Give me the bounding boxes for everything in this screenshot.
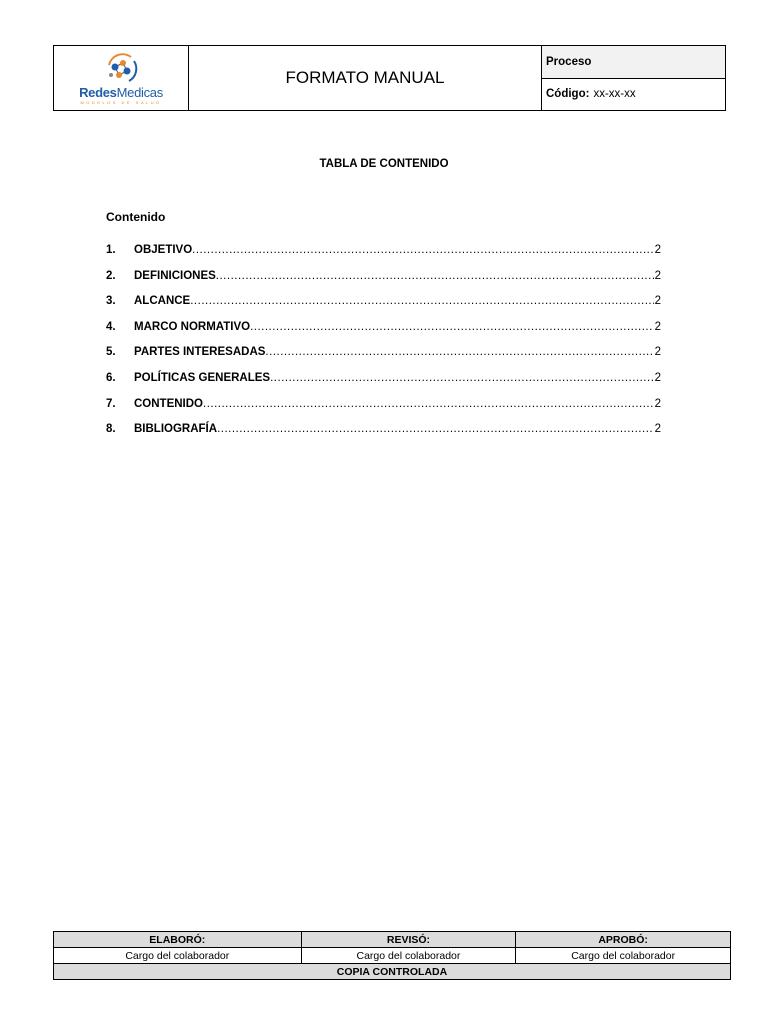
logo xyxy=(54,46,189,110)
elaborated-header: ELABORÓ: xyxy=(54,932,302,948)
toc-leader xyxy=(216,270,654,282)
toc-entry-number: 2. xyxy=(106,269,116,282)
toc-entry-page: 2 xyxy=(654,244,661,256)
toc-entry[interactable] xyxy=(106,295,661,321)
toc-entry-page: 2 xyxy=(654,346,661,359)
toc-entry-number: 5. xyxy=(106,346,116,359)
toc-entry-page: 2 xyxy=(654,423,661,436)
toc-entry-page: 2 xyxy=(654,269,661,282)
toc-entry-page: 2 xyxy=(654,295,661,308)
brand-tagline: MODELOS DE SALUD xyxy=(80,100,162,105)
approved-header: APROBÓ: xyxy=(516,932,731,948)
code-value: xx-xx-xx xyxy=(593,88,636,101)
toc-leader xyxy=(192,244,653,256)
toc-entry[interactable] xyxy=(106,321,661,347)
toc-entry[interactable] xyxy=(106,423,661,449)
toc-entry-page: 2 xyxy=(654,397,661,410)
toc-entry-number: 6. xyxy=(106,371,116,384)
toc-entry-label: BIBLIOGRAFÍA xyxy=(134,423,218,436)
reviewed-header: REVISÓ: xyxy=(301,932,516,948)
toc-entry[interactable] xyxy=(106,398,661,424)
toc-leader xyxy=(270,372,653,384)
table-of-contents xyxy=(106,244,661,449)
toc-entry-page: 2 xyxy=(654,371,661,384)
toc-leader xyxy=(265,346,653,358)
toc-entry-number: 4. xyxy=(106,320,116,333)
toc-entry-number: 8. xyxy=(106,423,116,436)
toc-entry-number: 3. xyxy=(106,295,116,308)
controlled-copy-label: COPIA CONTROLADA xyxy=(54,964,731,980)
approved-value: Cargo del colaborador xyxy=(516,948,731,964)
toc-entry-label: POLÍTICAS GENERALES xyxy=(134,371,271,384)
toc-entry-label: ALCANCE xyxy=(134,295,191,308)
code-field xyxy=(542,79,725,111)
toc-entry-number: 1. xyxy=(106,244,116,256)
document-header xyxy=(53,45,726,111)
contents-label: Contenido xyxy=(106,210,166,224)
toc-entry-label: DEFINICIONES xyxy=(134,269,216,282)
toc-entry[interactable] xyxy=(106,244,661,270)
toc-entry-label: PARTES INTERESADAS xyxy=(134,346,266,359)
document-meta xyxy=(542,46,725,110)
code-label: Código: xyxy=(546,88,590,101)
toc-heading: TABLA DE CONTENIDO xyxy=(319,158,449,170)
process-field: Proceso xyxy=(542,46,725,79)
toc-entry[interactable] xyxy=(106,346,661,372)
toc-entry-label: MARCO NORMATIVO xyxy=(134,320,251,333)
toc-entry-label: CONTENIDO xyxy=(134,397,203,410)
reviewed-value: Cargo del colaborador xyxy=(301,948,516,964)
approval-table xyxy=(53,931,731,980)
toc-leader xyxy=(217,423,654,435)
toc-entry[interactable] xyxy=(106,270,661,296)
toc-entry-number: 7. xyxy=(106,397,116,410)
toc-entry-page: 2 xyxy=(654,320,661,333)
toc-entry-label: OBJETIVO xyxy=(134,244,193,256)
network-logo-icon xyxy=(101,51,141,85)
toc-leader xyxy=(250,321,654,333)
brand-name: RedesMedicas xyxy=(79,85,163,100)
document-title: FORMATO MANUAL xyxy=(189,46,542,110)
toc-entry[interactable] xyxy=(106,372,661,398)
toc-leader xyxy=(203,398,654,410)
elaborated-value: Cargo del colaborador xyxy=(54,948,302,964)
toc-leader xyxy=(190,295,653,307)
